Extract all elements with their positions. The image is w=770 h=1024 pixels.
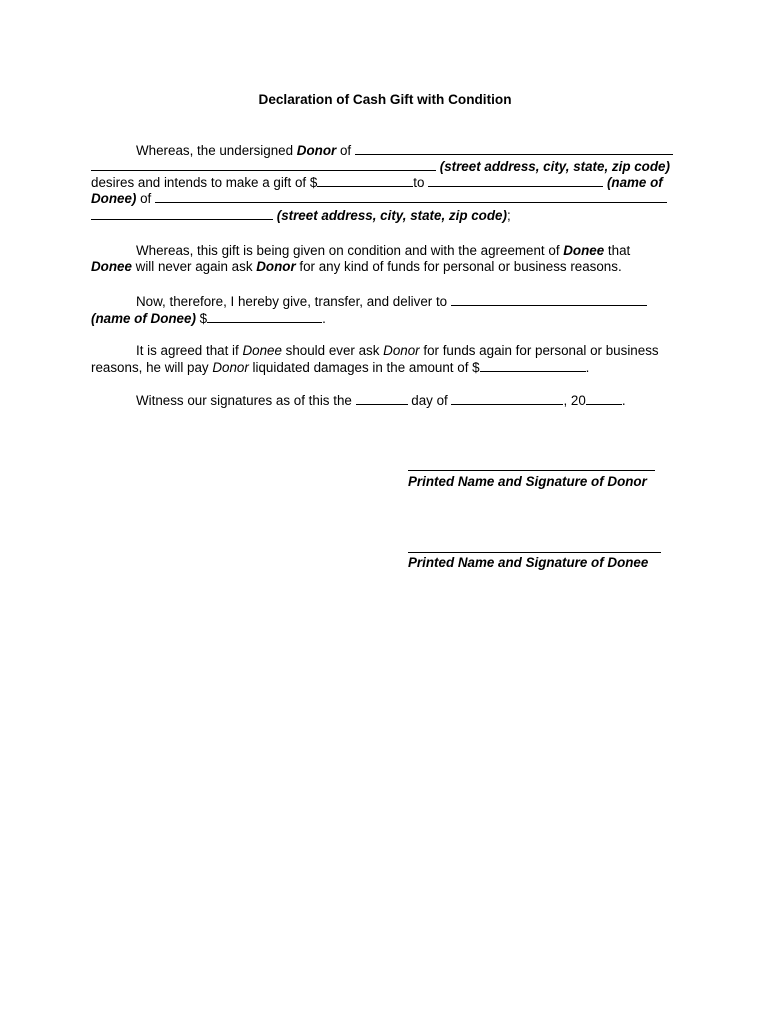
semicolon: ;: [506, 208, 511, 223]
p1-of: of: [336, 143, 352, 158]
p1-line3: [91, 174, 663, 191]
donor-address-hint: (street address, city, state, zip code): [439, 159, 670, 174]
p4-period: .: [585, 360, 590, 375]
deliver-to-field[interactable]: [451, 293, 647, 306]
p3-line1: [136, 293, 647, 310]
p3-text-a: Now, therefore, I hereby give, transfer, and deliver to: [136, 294, 448, 309]
p3-period: .: [322, 311, 326, 326]
year-field[interactable]: [586, 392, 622, 405]
donee-hint: Donee): [91, 191, 137, 206]
gift-amount-field[interactable]: [317, 174, 413, 187]
p1-line2: [91, 158, 670, 175]
donee-address-hint: (street address, city, state, zip code): [276, 208, 507, 223]
p3-name-of-donee: (name of Donee): [91, 311, 196, 326]
donor-name-field[interactable]: [355, 142, 673, 155]
p4-text-c: for funds again for personal or business: [419, 343, 659, 358]
deliver-amount-field[interactable]: [207, 310, 322, 323]
p5-text-b: day of: [407, 393, 452, 408]
p2-text-d: for any kind of funds for personal or business reasons.: [295, 259, 622, 274]
p2-text-c: will never again ask: [131, 259, 257, 274]
p4-line2: [91, 359, 589, 376]
name-of-hint: (name of: [606, 175, 663, 190]
p1-donor: Donor: [296, 143, 337, 158]
p3-dollar: $: [195, 311, 208, 326]
p2-text-b: that: [604, 243, 631, 258]
p2-text-a: Whereas, this gift is being given on condition and with the agreement of: [136, 243, 564, 258]
donee-signature-line[interactable]: [408, 552, 661, 553]
p4-text-b: should ever ask: [281, 343, 384, 358]
p4-donor2: Donor: [212, 360, 249, 375]
p2-donor: Donor: [256, 259, 296, 274]
p5-line1: [136, 392, 626, 409]
p4-line1: [136, 343, 659, 359]
p5-text-c: , 20: [563, 393, 586, 408]
donor-signature-label: Printed Name and Signature of Donor: [408, 474, 647, 489]
p1-line5: [91, 207, 511, 224]
p4-text-d: reasons, he will pay: [91, 360, 213, 375]
p4-donee: Donee: [242, 343, 282, 358]
to-text: to: [413, 175, 425, 190]
p1-lead: Whereas, the undersigned: [136, 143, 297, 158]
p1-line4: [91, 190, 667, 207]
p4-donor: Donor: [383, 343, 420, 358]
donor-signature-line[interactable]: [408, 470, 655, 471]
donor-address-field[interactable]: [91, 158, 436, 171]
p1-line1: [136, 142, 673, 159]
p2-line1: [136, 243, 630, 259]
donee-name-field[interactable]: [428, 174, 603, 187]
document-title: Declaration of Cash Gift with Condition: [258, 92, 512, 107]
day-field[interactable]: [356, 392, 408, 405]
donee-of: of: [136, 191, 152, 206]
p5-text-a: Witness our signatures as of this the: [136, 393, 356, 408]
p2-line2: [91, 259, 622, 275]
donee-signature-label: Printed Name and Signature of Donee: [408, 555, 649, 570]
damages-amount-field[interactable]: [480, 359, 586, 372]
p2-donee: Donee: [563, 243, 605, 258]
p2-donee2: Donee: [91, 259, 132, 274]
gift-text: desires and intends to make a gift of $: [91, 175, 318, 190]
p3-line2: [91, 310, 326, 327]
donee-address-field[interactable]: [91, 207, 273, 220]
p5-period: .: [621, 393, 626, 408]
p4-text-e: liquidated damages in the amount of $: [248, 360, 480, 375]
month-field[interactable]: [451, 392, 563, 405]
donee-location-field[interactable]: [155, 190, 667, 203]
p4-text-a: It is agreed that if: [136, 343, 243, 358]
